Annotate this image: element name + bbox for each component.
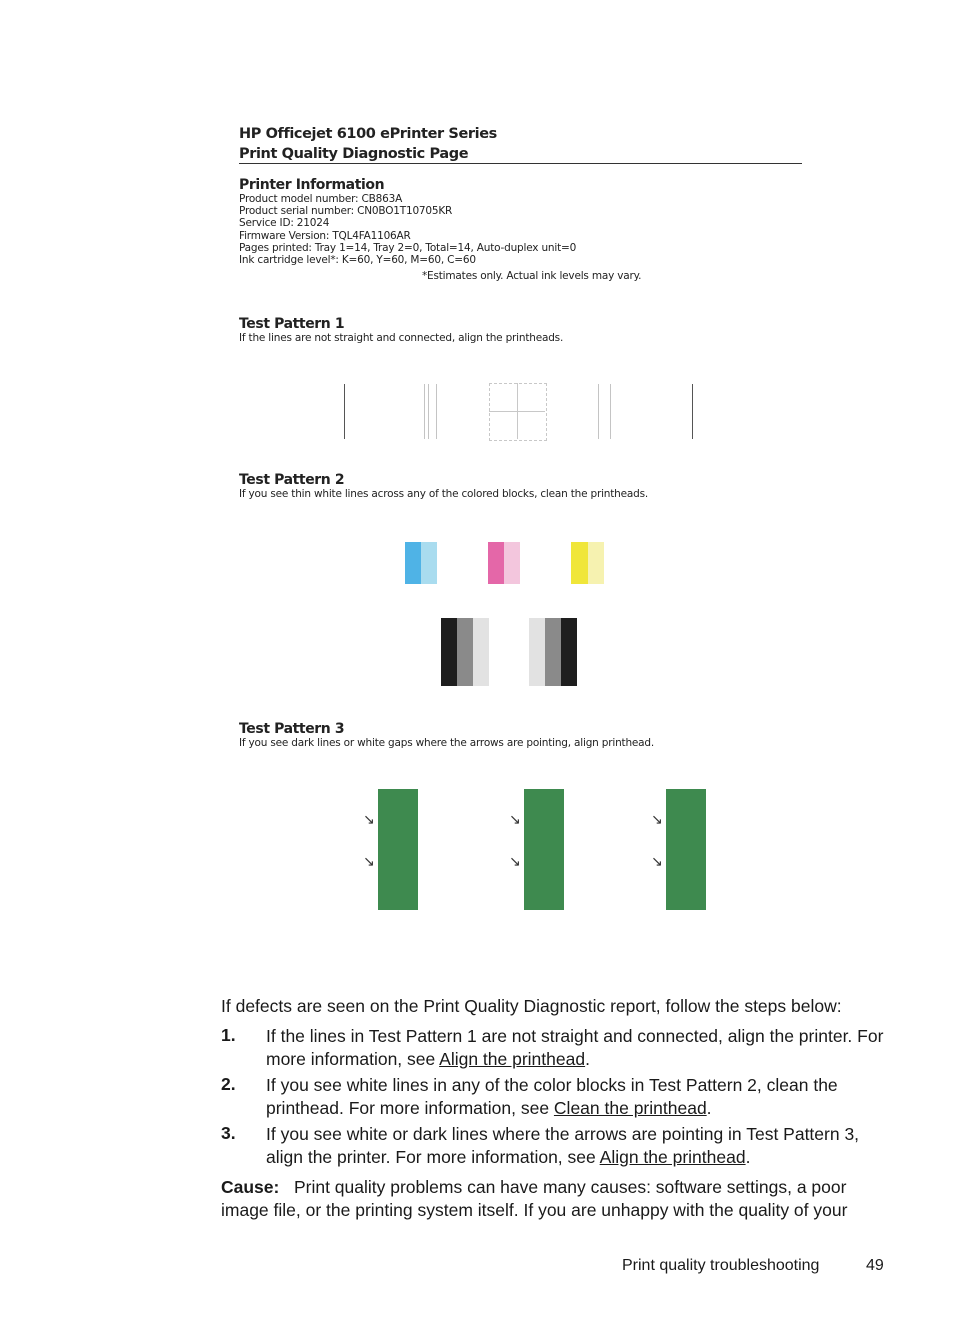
step-text — [266, 1074, 896, 1119]
pattern1-line — [598, 384, 599, 439]
black-block — [441, 618, 457, 686]
cyan-block — [405, 542, 421, 584]
ink-estimate-note: *Estimates only. Actual ink levels may vary. — [422, 270, 642, 282]
cause-paragraph — [221, 1176, 891, 1221]
gray-light-block — [473, 618, 489, 686]
arrow-icon: ↘ — [363, 854, 375, 870]
info-line-service-id: Service ID: 21024 — [239, 217, 330, 230]
gray-dark-block — [457, 618, 473, 686]
steps-list — [221, 1025, 901, 1172]
pattern2-heading: Test Pattern 2 — [239, 472, 345, 488]
diagnostic-title: HP Officejet 6100 ePrinter Series — [239, 126, 497, 142]
yellow-light-block — [588, 542, 604, 584]
step-text-main: If you see white or dark lines where the arrows are pointing in Test Pattern 3, align the printer. For more information, see — [266, 1124, 860, 1167]
page-number: 49 — [866, 1257, 884, 1274]
step-text-end: . — [745, 1146, 751, 1167]
info-line-serial: Product serial number: CN0BO1T10705KR — [239, 205, 453, 218]
step-text — [266, 1025, 896, 1070]
pattern1-line — [344, 384, 345, 439]
diagnostic-subtitle: Print Quality Diagnostic Page — [239, 146, 469, 162]
gray-dark-block — [545, 618, 561, 686]
info-line-ink: Ink cartridge level*: K=60, Y=60, M=60, C=60 — [239, 254, 476, 267]
info-line-firmware: Firmware Version: TQL4FA1106AR — [239, 229, 411, 242]
step-number: 1. — [221, 1025, 236, 1045]
printer-info-list — [239, 193, 576, 266]
info-line-model: Product model number: CB863A — [239, 193, 403, 205]
yellow-block — [571, 542, 588, 584]
list-item — [221, 1025, 901, 1074]
pattern1-line — [428, 384, 429, 439]
step-text-main: If the lines in Test Pattern 1 are not straight and connected, align the printer. For more information, see — [266, 1026, 884, 1069]
clean-printhead-link[interactable]: Clean the printhead — [553, 1097, 707, 1118]
magenta-block — [488, 542, 504, 584]
green-bar — [666, 789, 706, 910]
step-text-end: . — [585, 1048, 590, 1069]
cyan-light-block — [421, 542, 437, 584]
align-printhead-link[interactable]: Align the printhead — [439, 1048, 586, 1069]
pattern1-line — [610, 384, 611, 439]
align-printhead-link[interactable]: Align the printhead — [599, 1146, 746, 1167]
step-number: 2. — [221, 1074, 236, 1094]
step-text-main: If you see white lines in any of the color blocks in Test Pattern 2, clean the printhead. For more information, see — [266, 1075, 838, 1118]
footer-section-title: Print quality troubleshooting — [622, 1257, 820, 1274]
title-divider — [239, 163, 802, 164]
pattern2-desc: If you see thin white lines across any of the colored blocks, clean the printheads. — [239, 488, 648, 500]
pattern1-line — [692, 384, 693, 439]
green-bar — [524, 789, 564, 910]
pattern3-heading: Test Pattern 3 — [239, 721, 345, 737]
black-block — [561, 618, 577, 686]
magenta-light-block — [504, 542, 520, 584]
pattern1-grid-v — [517, 383, 518, 439]
cause-text: Print quality problems can have many causes: software settings, a poor image file, or the printing system itself. If you are unhappy with the quality of your — [221, 1177, 848, 1220]
pattern1-line — [424, 384, 425, 439]
gray-light-block — [529, 618, 545, 686]
arrow-icon: ↘ — [509, 854, 521, 870]
pattern1-heading: Test Pattern 1 — [239, 316, 345, 332]
list-item — [221, 1123, 901, 1172]
step-text — [266, 1123, 896, 1168]
step-number: 3. — [221, 1123, 236, 1143]
info-line-pages: Pages printed: Tray 1=14, Tray 2=0, Total=14, Auto-duplex unit=0 — [239, 241, 577, 254]
arrow-icon: ↘ — [509, 812, 521, 828]
step-text-end: . — [706, 1097, 712, 1118]
printer-info-heading: Printer Information — [239, 177, 385, 193]
pattern1-grid — [489, 383, 547, 441]
arrow-icon: ↘ — [651, 854, 663, 870]
green-bar — [378, 789, 418, 910]
arrow-icon: ↘ — [363, 812, 375, 828]
intro-paragraph: If defects are seen on the Print Quality Diagnostic report, follow the steps below: — [221, 996, 842, 1016]
list-item — [221, 1074, 901, 1123]
arrow-icon: ↘ — [651, 812, 663, 828]
pattern3-desc: If you see dark lines or white gaps where the arrows are pointing, align printhead. — [239, 737, 654, 749]
pattern1-line — [436, 384, 437, 439]
pattern1-desc: If the lines are not straight and connected, align the printheads. — [239, 332, 564, 344]
cause-label: Cause: — [221, 1177, 280, 1197]
